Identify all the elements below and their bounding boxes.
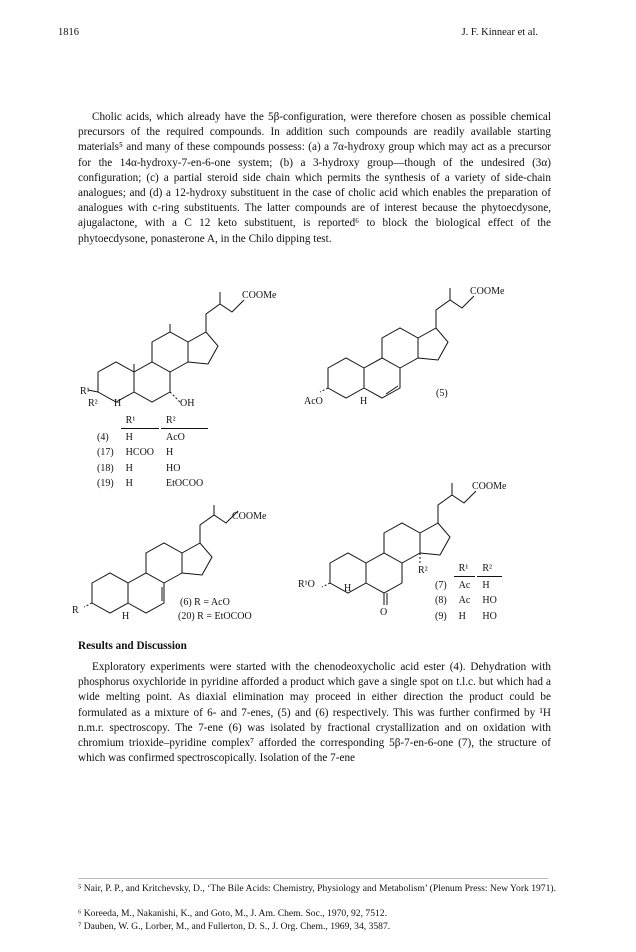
structure-5 [304,286,505,407]
compound-6-label: (6) R = AcO [180,597,230,608]
h-label: H [360,396,368,407]
sidechain-label: COOMe [472,481,507,492]
table-row: (7) Ac H [435,579,490,591]
sidechain-label: COOMe [232,511,267,522]
paragraph-results: Exploratory experiments were started with the chenodeoxycholic acid ester (4). Dehydration with phosphorus oxychloride in pyridine afforded a product which gave a single spot on t.l.c. but which had a wide melting point. As diaxial elimination may proceed in either direction the product could be formulated as a mixture of 6- and 7-enes, (5) and (6) respectively. This was further confirmed by ¹H n.m.r. spectroscopy. The 7-ene (6) was isolated by fractional crystallization and on oxidation with chromium trioxide–pyridine complex⁷ afforded the corresponding 5β-7-en-6-one (7), the structure of which was confirmed spectroscopically. Isolation of the 7-ene [78,661,551,765]
footnote-divider [78,878,548,879]
sidechain-label: COOMe [242,290,277,301]
table-row: (17) HCOO H [97,447,174,458]
h-label: H [114,398,122,409]
section-heading: Results and Discussion [78,640,187,652]
running-header-authors: J. F. Kinnear et al. [461,27,538,38]
table-row: (18) H HO [97,462,181,474]
table-row: (9) H HO [435,610,497,622]
r1o-label: R¹O [298,579,315,590]
footnote-6: ⁶ Koreeda, M., Nakanishi, K., and Goto, M., J. Am. Chem. Soc., 1970, 92, 7512. [78,908,387,919]
footnote-5: ⁵ Nair, P. P., and Kritchevsky, D., ‘The Bile Acids: Chemistry, Physiology and Metabolism’ (Plenum Press: New York 1971). [78,883,556,894]
table-row: (4) H AcO [97,431,185,443]
page-number: 1816 [58,27,79,38]
compound-5-label: (5) [436,388,448,399]
ketone-o-label: O [380,607,388,618]
aco-label: AcO [304,396,323,407]
r2-label: R² [88,398,98,409]
structure-4-17-19 [80,290,277,409]
table-row: (19) H EtOCOO [97,478,204,489]
table-row: (8) Ac HO [435,595,497,606]
r2-label: R² [418,565,428,576]
paragraph-intro: Cholic acids, which already have the 5β-configuration, were therefore chosen as possible chemical precursors of the required compounds. In addition such compounds are readily available starting materials⁵ and many of these compounds possess: (a) a 7α-hydroxy group which may act as a precursor for the 14α-hydroxy-7-en-6-one system; (b) a 3-hydroxy group—though of the undesired (3α) configuration; (c) a partial steroid side chain which permits the synthesis of a variety of side-chain analogues; and (d) a 12-hydroxy substituent in the case of cholic acid which enables the preparation of analogues with c-ring substituents. The latter compounds are of interest because the phytoecdysone, ajugalactone, with a C 12 keto substituent, is reported⁶ to block the biological effect of the phytoecdysone, ponasterone A, in the Chilo dipping test. [78,111,551,245]
structure-6-20 [72,505,267,622]
substituent-table-2: R¹ R² (7) Ac H (8) Ac HO (9) H HO [428,560,504,625]
r-label: R [72,605,79,616]
footnote-7: ⁷ Dauben, W. G., Lorber, M., and Fullerton, D. S., J. Org. Chem., 1969, 34, 3587. [78,921,391,932]
substituent-table-1: R¹ R² (4) H AcO (17) HCOO H (18) H HO (19) H EtOCOO [90,412,210,493]
r1-label: R¹ [80,386,90,397]
oh-label: OH [180,398,195,409]
sidechain-label: COOMe [470,286,505,297]
h-label: H [122,611,130,622]
compound-20-label: (20) R = EtOCOO [178,611,252,622]
h-label: H [344,583,352,594]
